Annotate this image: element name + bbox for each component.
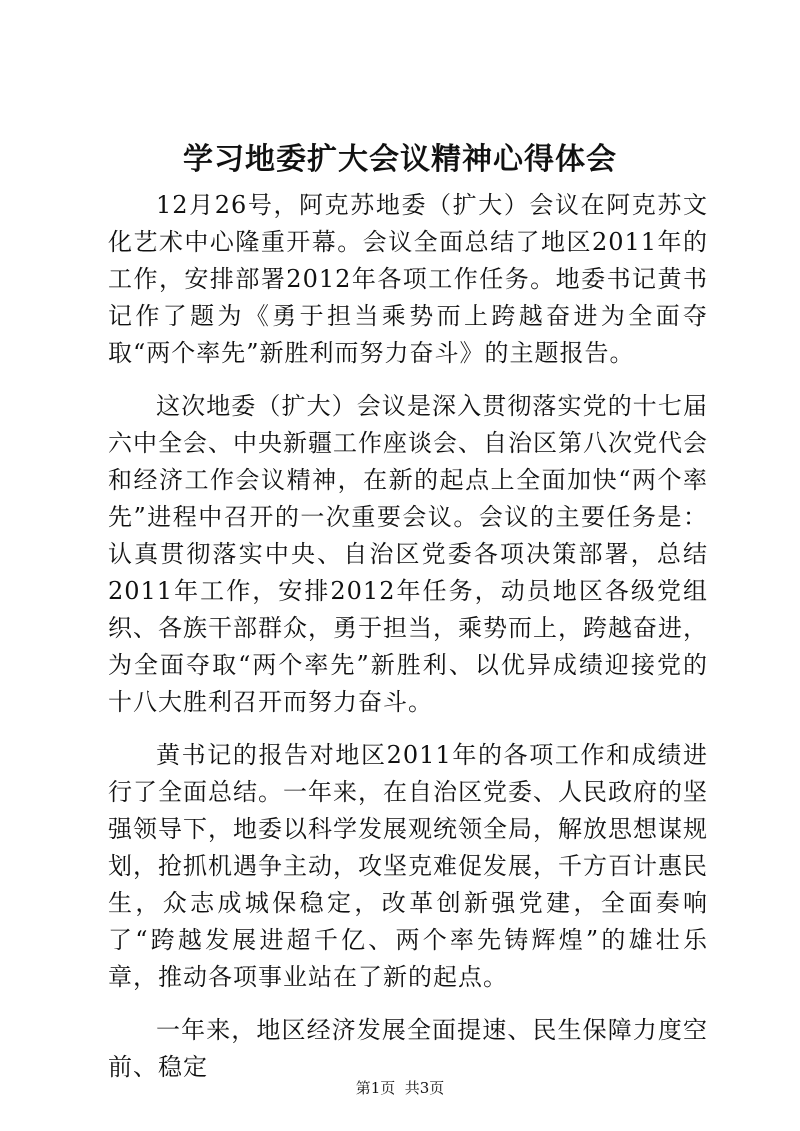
paragraph-1: 12月26号，阿克苏地委（扩大）会议在阿克苏文化艺术中心隆重开幕。会议全面总结了地区2011年的工作，安排部署2012年各项工作任务。地委书记黄书记作了题为《勇于担当乘势而上跨越奋进为全面夺取“两个率先”新胜利而努力奋斗》的主题报告。 bbox=[108, 191, 708, 367]
paragraph-3: 黄书记的报告对地区2011年的各项工作和成绩进行了全面总结。一年来，在自治区党委、人民政府的坚强领导下，地委以科学发展观统领全局，解放思想谋规划，抢抓机遇争主动，攻坚克难促发展，千方百计惠民生，众志成城保稳定，改革创新强党建，全面奏响了“跨越发展进超千亿、两个率先铸辉煌”的雄壮乐章，推动各项事业站在了新的起点。 bbox=[108, 741, 708, 991]
page-footer: 第1页 共3页 bbox=[355, 1079, 445, 1097]
document-title: 学习地委扩大会议精神心得体会 bbox=[183, 142, 617, 177]
paragraph-2: 这次地委（扩大）会议是深入贯彻落实党的十七届六中全会、中央新疆工作座谈会、自治区第八次党代会和经济工作会议精神，在新的起点上全面加快“两个率先”进程中召开的一次重要会议。会议的主要任务是：认真贯彻落实中央、自治区党委各项决策部署，总结2011年工作，安排2012年任务，动员地区各级党组织、各族干部群众，勇于担当，乘势而上，跨越奋进，为全面夺取“两个率先”新胜利、以优异成绩迎接党的十八大胜利召开而努力奋斗。 bbox=[108, 392, 708, 716]
document-body bbox=[108, 187, 708, 1102]
paragraph-4: 一年来，地区经济发展全面提速、民生保障力度空前、稳定 bbox=[108, 1016, 708, 1081]
